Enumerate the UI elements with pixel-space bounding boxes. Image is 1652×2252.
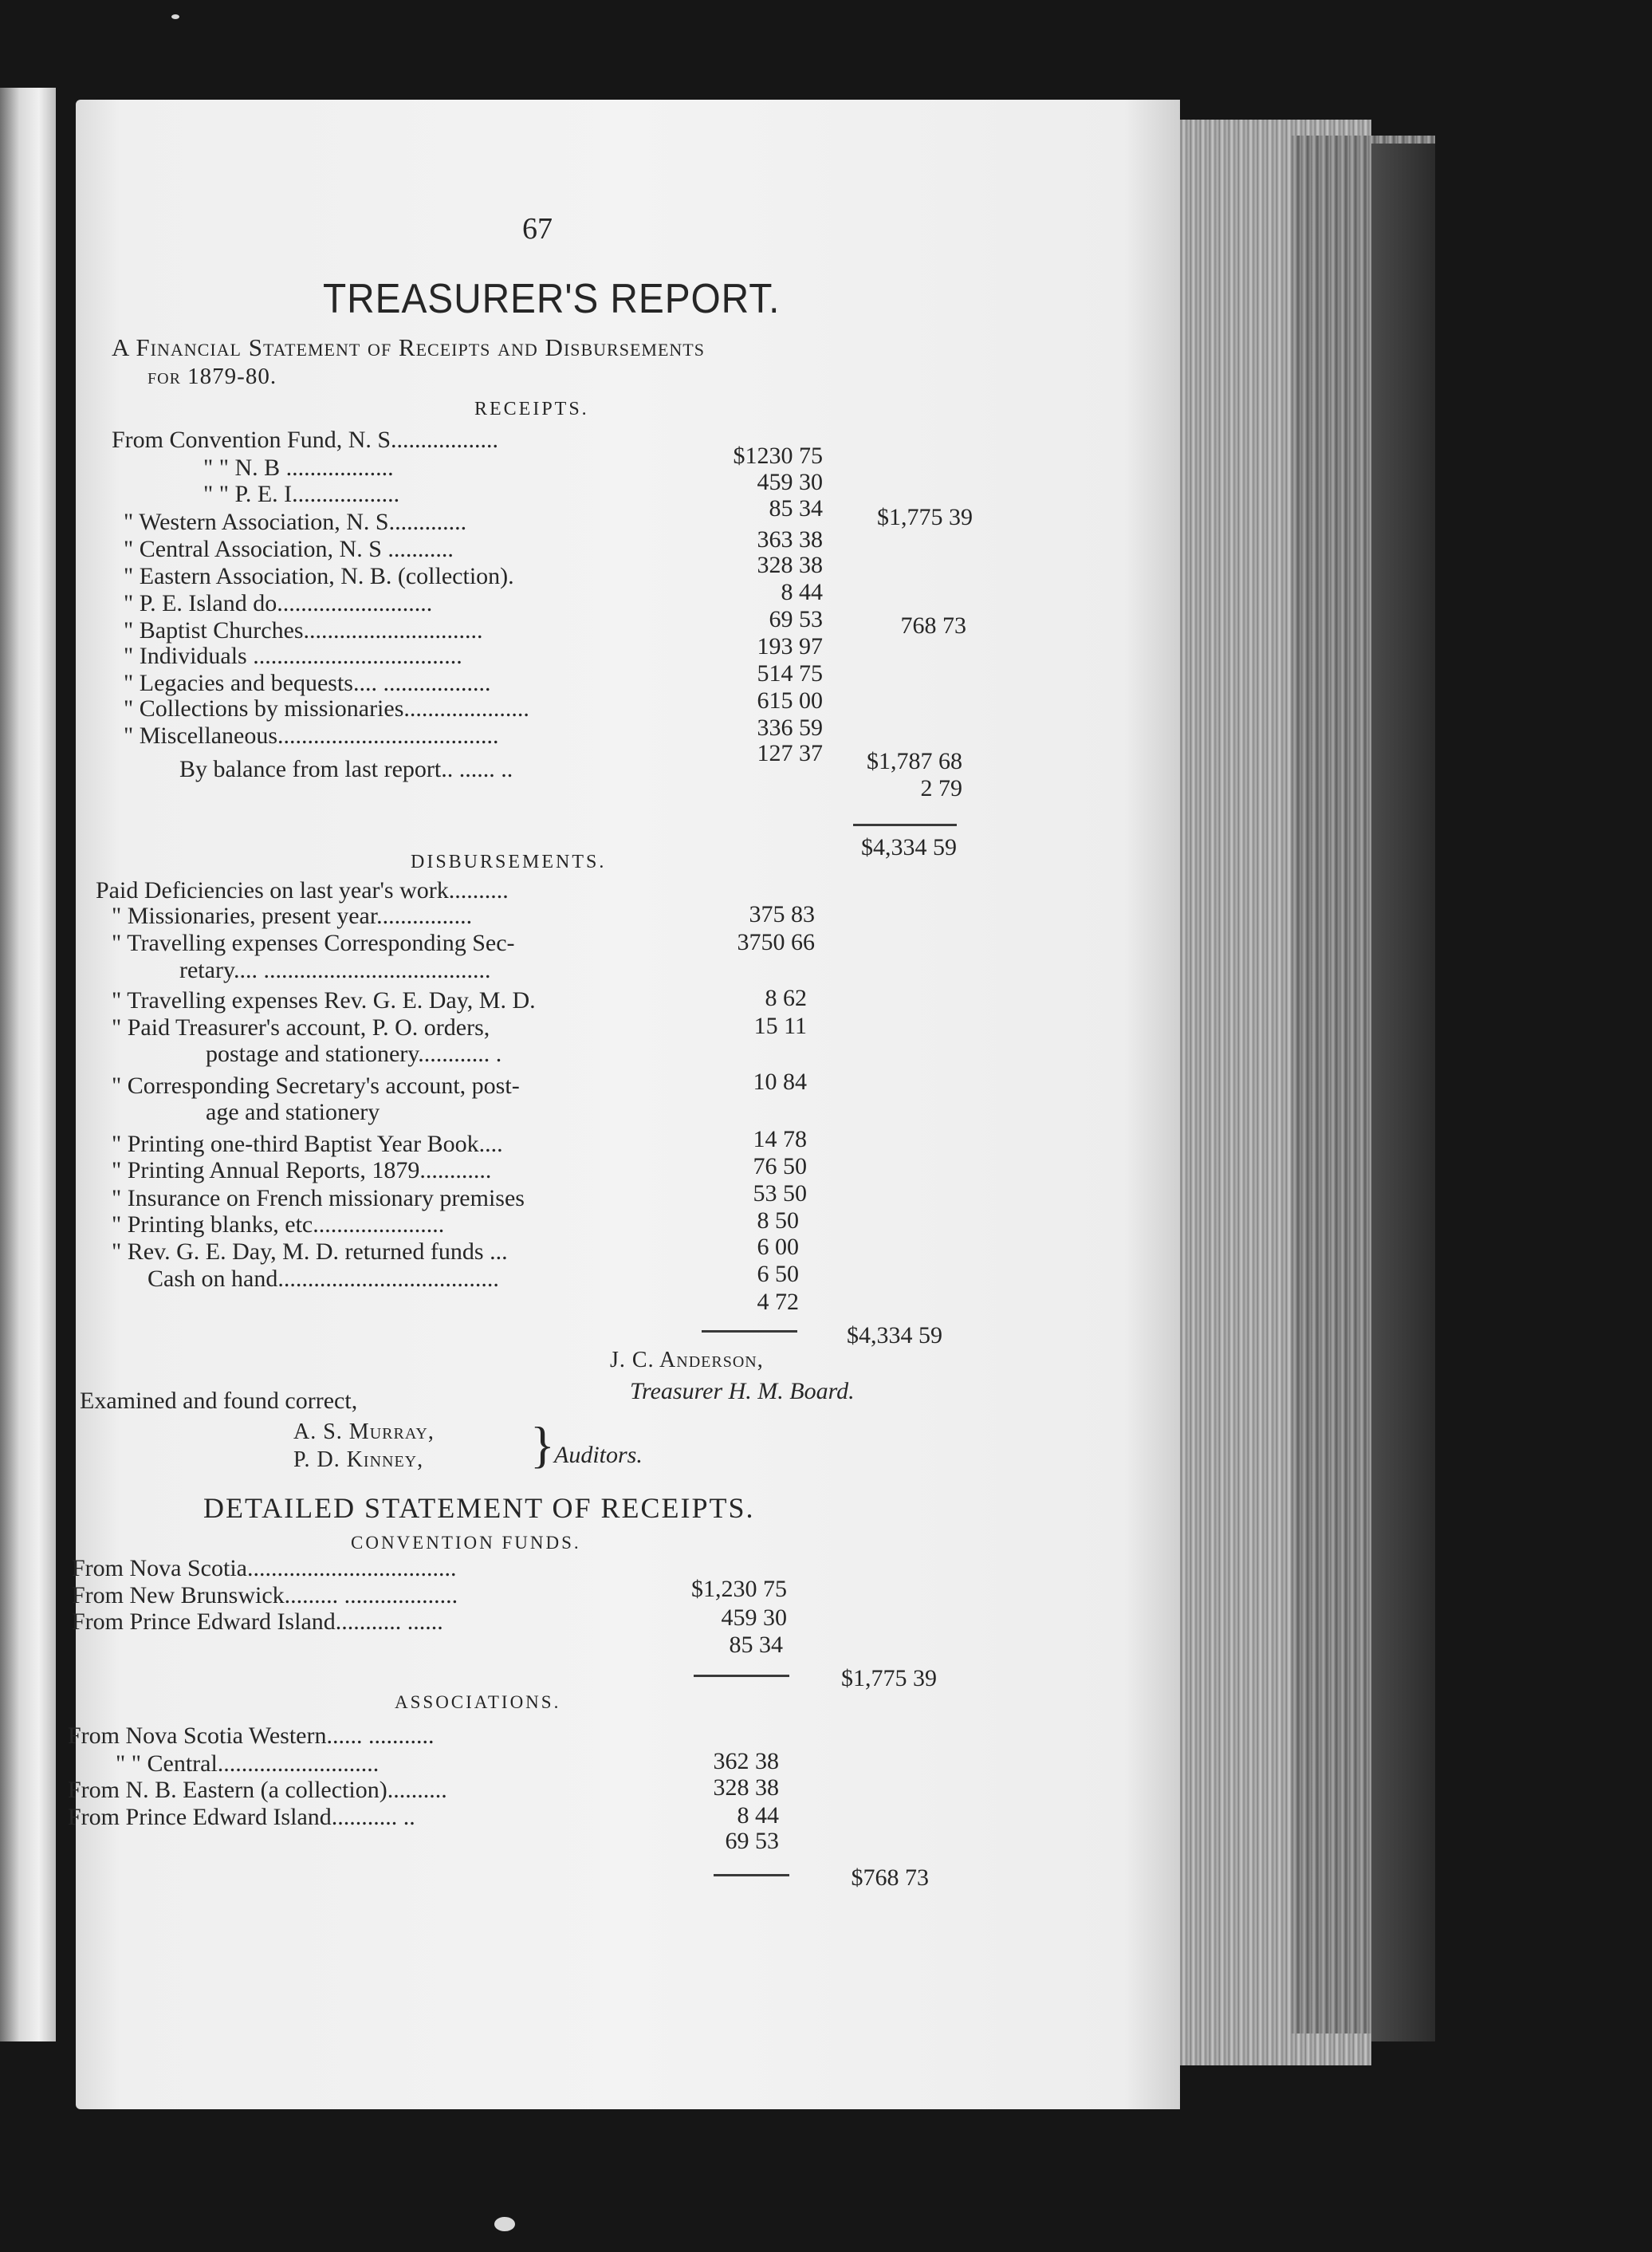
associations-heading: ASSOCIATIONS.	[395, 1692, 561, 1712]
row-total: 768 73	[900, 612, 966, 639]
row-amount: 336 59	[757, 715, 823, 741]
row-label: " Collections by missionaries.....................	[124, 695, 529, 722]
convention-total: $1,775 39	[841, 1665, 937, 1691]
row-label: " " Central...........................	[116, 1750, 380, 1777]
row-label: " Western Association, N. S.............	[124, 509, 467, 535]
receipts-grand-total: $4,334 59	[861, 834, 957, 860]
row-label: " Insurance on French missionary premises	[112, 1185, 525, 1211]
row-label: From Nova Scotia...................................	[72, 1555, 457, 1581]
page-title: TREASURER'S REPORT.	[323, 276, 781, 322]
row-total: 2 79	[920, 775, 962, 801]
row-amount: 328 38	[713, 1774, 779, 1801]
row-amount: 8 50	[757, 1207, 799, 1234]
row-amount: 8 44	[781, 579, 823, 605]
row-amount: 362 38	[713, 1748, 779, 1774]
row-label: " P. E. Island do..........................	[124, 590, 433, 616]
treasurer-role: Treasurer H. M. Board.	[630, 1378, 855, 1404]
row-label-cont: retary.... ......................................	[179, 957, 491, 983]
auditors-label: Auditors.	[554, 1442, 643, 1468]
receipts-heading: RECEIPTS.	[474, 399, 589, 419]
row-label: " Miscellaneous.....................................	[124, 722, 499, 749]
row-amount: 459 30	[757, 469, 823, 495]
total-rule	[853, 824, 957, 826]
row-amount: 6 50	[757, 1261, 799, 1287]
row-amount: 3750 66	[737, 929, 815, 955]
row-label: " Printing Annual Reports, 1879............	[112, 1157, 492, 1183]
total-rule	[702, 1330, 797, 1333]
row-label: From N. B. Eastern (a collection)..........	[68, 1777, 447, 1803]
row-amount: 8 62	[765, 985, 807, 1011]
row-amount: 127 37	[757, 740, 823, 766]
row-total: $1,775 39	[877, 504, 973, 530]
row-amount: 615 00	[757, 687, 823, 714]
row-amount: 53 50	[753, 1180, 807, 1207]
page-number: 67	[522, 212, 553, 246]
row-label: " " P. E. I..................	[203, 481, 400, 507]
row-label: " Missionaries, present year................	[112, 903, 473, 929]
examined-text: Examined and found correct,	[80, 1388, 358, 1414]
row-amount: $1230 75	[733, 443, 823, 469]
row-label-cont: age and stationery	[206, 1099, 380, 1125]
row-amount: 69 53	[769, 606, 823, 632]
row-amount: 4 72	[757, 1289, 799, 1315]
row-label: By balance from last report.. ...... ..	[179, 756, 513, 782]
detailed-heading: DETAILED STATEMENT OF RECEIPTS.	[203, 1492, 755, 1524]
row-amount: 363 38	[757, 526, 823, 553]
row-amount: 6 00	[757, 1234, 799, 1260]
row-label: From New Brunswick......... ...................	[72, 1582, 458, 1608]
row-amount: 85 34	[769, 495, 823, 522]
row-label: " Individuals ...................................	[124, 643, 462, 669]
row-label: " Rev. G. E. Day, M. D. returned funds ...	[112, 1238, 508, 1265]
row-amount: $1,230 75	[691, 1576, 787, 1602]
row-label: " Paid Treasurer's account, P. O. orders,	[112, 1014, 490, 1041]
row-label: From Convention Fund, N. S..................	[112, 427, 499, 453]
row-amount: 459 30	[721, 1604, 787, 1631]
row-amount: 328 38	[757, 552, 823, 578]
row-amount: 14 78	[753, 1126, 807, 1152]
row-amount: 15 11	[753, 1013, 807, 1039]
row-amount: 375 83	[749, 901, 815, 927]
row-label: " Legacies and bequests.... ..................	[124, 670, 491, 696]
auditor-brace: }	[530, 1416, 555, 1473]
row-label: " Corresponding Secretary's account, post-	[112, 1073, 520, 1099]
subtitle-line-1: A Financial Statement of Receipts and Disbursements	[112, 333, 705, 361]
row-label: " Central Association, N. S ...........	[124, 536, 454, 562]
convention-heading: CONVENTION FUNDS.	[351, 1533, 581, 1553]
associations-total: $768 73	[851, 1864, 929, 1891]
total-rule	[714, 1874, 789, 1876]
total-rule	[694, 1675, 789, 1677]
row-amount: 69 53	[725, 1828, 779, 1854]
treasurer-name: J. C. Anderson,	[610, 1348, 764, 1372]
row-label: " Eastern Association, N. B. (collection).	[124, 563, 514, 589]
auditor-2: P. D. Kinney,	[293, 1447, 424, 1472]
row-label: " Baptist Churches..............................	[124, 617, 483, 644]
disbursements-heading: DISBURSEMENTS.	[411, 852, 607, 872]
row-label: From Nova Scotia Western...... ...........	[68, 1722, 435, 1749]
row-total: $1,787 68	[867, 748, 962, 774]
row-label: " Printing one-third Baptist Year Book....	[112, 1131, 503, 1157]
row-label: " Travelling expenses Rev. G. E. Day, M. D.	[112, 987, 536, 1014]
row-amount: 514 75	[757, 660, 823, 687]
disbursements-grand-total: $4,334 59	[847, 1322, 942, 1348]
row-amount: 193 97	[757, 633, 823, 659]
row-amount: 76 50	[753, 1153, 807, 1179]
row-label: " " N. B ..................	[203, 455, 394, 481]
row-label: " Printing blanks, etc......................	[112, 1211, 445, 1238]
row-label: Cash on hand.....................................	[148, 1266, 499, 1292]
row-label: From Prince Edward Island........... ......	[72, 1608, 443, 1635]
row-amount: 8 44	[737, 1802, 779, 1829]
subtitle-line-2: for 1879-80.	[148, 364, 277, 389]
row-amount: 10 84	[753, 1069, 807, 1095]
row-label: Paid Deficiencies on last year's work..........	[96, 877, 509, 904]
row-label-cont: postage and stationery............ .	[206, 1041, 502, 1067]
row-amount: 85 34	[729, 1632, 783, 1658]
row-label: From Prince Edward Island........... ..	[68, 1804, 415, 1830]
row-label: " Travelling expenses Corresponding Sec-	[112, 930, 515, 956]
auditor-1: A. S. Murray,	[293, 1419, 435, 1444]
